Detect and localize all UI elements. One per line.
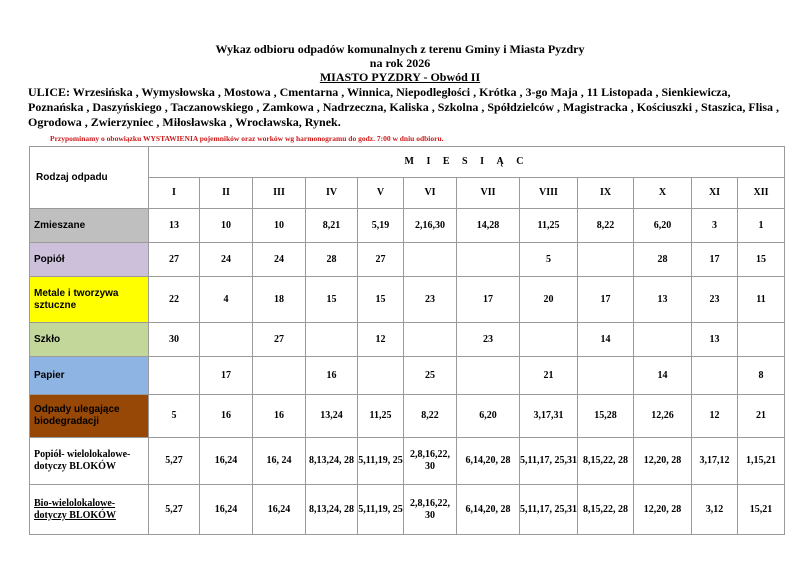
- pickup-dates-cell: 3: [692, 209, 738, 243]
- pickup-dates-cell: 16: [253, 395, 306, 438]
- pickup-dates-cell: 16, 24: [253, 438, 306, 485]
- pickup-dates-cell: 17: [692, 243, 738, 277]
- pickup-dates-cell: 1,15,21: [738, 438, 785, 485]
- month-I: I: [149, 178, 200, 209]
- pickup-dates-cell: 8,13,24, 28: [306, 438, 358, 485]
- pickup-dates-cell: 17: [457, 277, 520, 323]
- pickup-dates-cell: 28: [306, 243, 358, 277]
- pickup-dates-cell: 3,17,31: [520, 395, 578, 438]
- table-row: [30, 357, 785, 395]
- pickup-dates-cell: 23: [457, 323, 520, 357]
- waste-type-label: Zmieszane: [30, 209, 149, 243]
- pickup-dates-cell: [404, 323, 457, 357]
- pickup-dates-cell: 13: [149, 209, 200, 243]
- pickup-dates-cell: 8: [738, 357, 785, 395]
- pickup-dates-cell: 5,11,17, 25,31: [520, 438, 578, 485]
- waste-type-header: Rodzaj odpadu: [30, 147, 149, 209]
- pickup-dates-cell: [149, 357, 200, 395]
- waste-type-label: Popiół: [30, 243, 149, 277]
- pickup-dates-cell: 8,15,22, 28: [578, 438, 634, 485]
- pickup-dates-cell: 6,20: [634, 209, 692, 243]
- pickup-dates-cell: 16,24: [200, 485, 253, 535]
- waste-type-label: Metale i tworzywa sztuczne: [30, 277, 149, 323]
- pickup-dates-cell: 24: [200, 243, 253, 277]
- pickup-dates-cell: 15: [306, 277, 358, 323]
- month-X: X: [634, 178, 692, 209]
- pickup-dates-cell: 24: [253, 243, 306, 277]
- table-row: [30, 243, 785, 277]
- waste-type-label: Popiół- wielolokalowe- dotyczy BLOKÓW: [30, 438, 149, 485]
- pickup-dates-cell: 6,14,20, 28: [457, 485, 520, 535]
- month-IX: IX: [578, 178, 634, 209]
- pickup-dates-cell: 3,17,12: [692, 438, 738, 485]
- pickup-dates-cell: [578, 357, 634, 395]
- pickup-dates-cell: 15: [358, 277, 404, 323]
- pickup-dates-cell: 12: [692, 395, 738, 438]
- table-row: [30, 485, 785, 535]
- month-III: III: [253, 178, 306, 209]
- pickup-dates-cell: 22: [149, 277, 200, 323]
- district-title: MIASTO PYZDRY - Obwód II: [319, 70, 481, 84]
- pickup-dates-cell: 2,16,30: [404, 209, 457, 243]
- month-VIII: VIII: [520, 178, 578, 209]
- pickup-dates-cell: 14: [578, 323, 634, 357]
- pickup-dates-cell: [306, 323, 358, 357]
- month-VI: VI: [404, 178, 457, 209]
- pickup-dates-cell: 12,26: [634, 395, 692, 438]
- pickup-dates-cell: 13: [692, 323, 738, 357]
- pickup-dates-cell: 16: [200, 395, 253, 438]
- pickup-dates-cell: 15,21: [738, 485, 785, 535]
- waste-type-label: Szkło: [30, 323, 149, 357]
- waste-type-label: Papier: [30, 357, 149, 395]
- pickup-dates-cell: 23: [404, 277, 457, 323]
- pickup-dates-cell: 5,27: [149, 485, 200, 535]
- pickup-dates-cell: [578, 243, 634, 277]
- pickup-dates-cell: 11: [738, 277, 785, 323]
- collection-schedule-table: [29, 146, 785, 535]
- pickup-dates-cell: 2,8,16,22, 30: [404, 438, 457, 485]
- pickup-dates-cell: 5,19: [358, 209, 404, 243]
- pickup-dates-cell: 8,21: [306, 209, 358, 243]
- pickup-dates-cell: 30: [149, 323, 200, 357]
- reminder-note: Przypominamy o obowiązku WYSTAWIENIA pojemników oraz worków wg harmonogramu do godz. 7:00 w dniu odbioru.: [50, 134, 444, 143]
- pickup-dates-cell: 28: [634, 243, 692, 277]
- pickup-dates-cell: [520, 323, 578, 357]
- pickup-dates-cell: 4: [200, 277, 253, 323]
- pickup-dates-cell: 3,12: [692, 485, 738, 535]
- pickup-dates-cell: 11,25: [520, 209, 578, 243]
- pickup-dates-cell: 25: [404, 357, 457, 395]
- pickup-dates-cell: 23: [692, 277, 738, 323]
- document-title: Wykaz odbioru odpadów komunalnych z terenu Gminy i Miasta Pyzdry: [215, 42, 585, 56]
- month-VII: VII: [457, 178, 520, 209]
- pickup-dates-cell: 8,13,24, 28: [306, 485, 358, 535]
- pickup-dates-cell: 14: [634, 357, 692, 395]
- pickup-dates-cell: 12: [358, 323, 404, 357]
- pickup-dates-cell: 8,15,22, 28: [578, 485, 634, 535]
- pickup-dates-cell: 27: [149, 243, 200, 277]
- document-year: na rok 2026: [369, 56, 431, 70]
- pickup-dates-cell: 15,28: [578, 395, 634, 438]
- pickup-dates-cell: 18: [253, 277, 306, 323]
- pickup-dates-cell: [253, 357, 306, 395]
- month-XII: XII: [738, 178, 785, 209]
- pickup-dates-cell: 5: [520, 243, 578, 277]
- street-list: ULICE: Wrzesińska , Wymysłowska , Mostowa , Cmentarna , Winnica, Niepodległości , Krótka , 3-go Maja , 11 Listopada , Sienkiewicza, Poznańska , Daszyńskiego , Taczanowskiego , Zamkowa , Nadrzeczna, Kaliska , Szkolna , Spółdzielców , Magistracka , Kościuszki , Staszica, Flisa , Ogrodowa , Zwierzyniec , Miłosławska , Wrocławska, Rynek.: [28, 85, 780, 129]
- pickup-dates-cell: 16: [306, 357, 358, 395]
- table-row: [30, 209, 785, 243]
- pickup-dates-cell: 10: [200, 209, 253, 243]
- pickup-dates-cell: 5: [149, 395, 200, 438]
- pickup-dates-cell: 10: [253, 209, 306, 243]
- pickup-dates-cell: 6,20: [457, 395, 520, 438]
- pickup-dates-cell: 20: [520, 277, 578, 323]
- pickup-dates-cell: 2,8,16,22, 30: [404, 485, 457, 535]
- pickup-dates-cell: 17: [578, 277, 634, 323]
- pickup-dates-cell: 6,14,20, 28: [457, 438, 520, 485]
- pickup-dates-cell: 16,24: [253, 485, 306, 535]
- waste-type-label: Odpady ulegające biodegradacji: [30, 395, 149, 438]
- pickup-dates-cell: 14,28: [457, 209, 520, 243]
- pickup-dates-cell: 13: [634, 277, 692, 323]
- pickup-dates-cell: 8,22: [578, 209, 634, 243]
- month-header: M I E S I Ą C: [149, 147, 785, 178]
- pickup-dates-cell: [738, 323, 785, 357]
- month-XI: XI: [692, 178, 738, 209]
- table-row: [30, 277, 785, 323]
- table-row: [30, 438, 785, 485]
- pickup-dates-cell: 5,11,19, 25: [358, 485, 404, 535]
- pickup-dates-cell: 5,27: [149, 438, 200, 485]
- pickup-dates-cell: [692, 357, 738, 395]
- pickup-dates-cell: 21: [520, 357, 578, 395]
- pickup-dates-cell: 16,24: [200, 438, 253, 485]
- pickup-dates-cell: 21: [738, 395, 785, 438]
- table-row: [30, 323, 785, 357]
- table-row: [30, 395, 785, 438]
- pickup-dates-cell: 8,22: [404, 395, 457, 438]
- pickup-dates-cell: [457, 243, 520, 277]
- pickup-dates-cell: 11,25: [358, 395, 404, 438]
- pickup-dates-cell: [457, 357, 520, 395]
- pickup-dates-cell: 17: [200, 357, 253, 395]
- pickup-dates-cell: 5,11,17, 25,31: [520, 485, 578, 535]
- pickup-dates-cell: 12,20, 28: [634, 438, 692, 485]
- pickup-dates-cell: [404, 243, 457, 277]
- month-II: II: [200, 178, 253, 209]
- pickup-dates-cell: 27: [358, 243, 404, 277]
- month-IV: IV: [306, 178, 358, 209]
- pickup-dates-cell: 13,24: [306, 395, 358, 438]
- pickup-dates-cell: 12,20, 28: [634, 485, 692, 535]
- pickup-dates-cell: [200, 323, 253, 357]
- header-row-month: [30, 147, 785, 178]
- pickup-dates-cell: 5,11,19, 25: [358, 438, 404, 485]
- month-V: V: [358, 178, 404, 209]
- pickup-dates-cell: [358, 357, 404, 395]
- pickup-dates-cell: [634, 323, 692, 357]
- pickup-dates-cell: 1: [738, 209, 785, 243]
- pickup-dates-cell: 27: [253, 323, 306, 357]
- pickup-dates-cell: 15: [738, 243, 785, 277]
- waste-type-label: Bio-wielolokalowe- dotyczy BLOKÓW: [30, 485, 149, 535]
